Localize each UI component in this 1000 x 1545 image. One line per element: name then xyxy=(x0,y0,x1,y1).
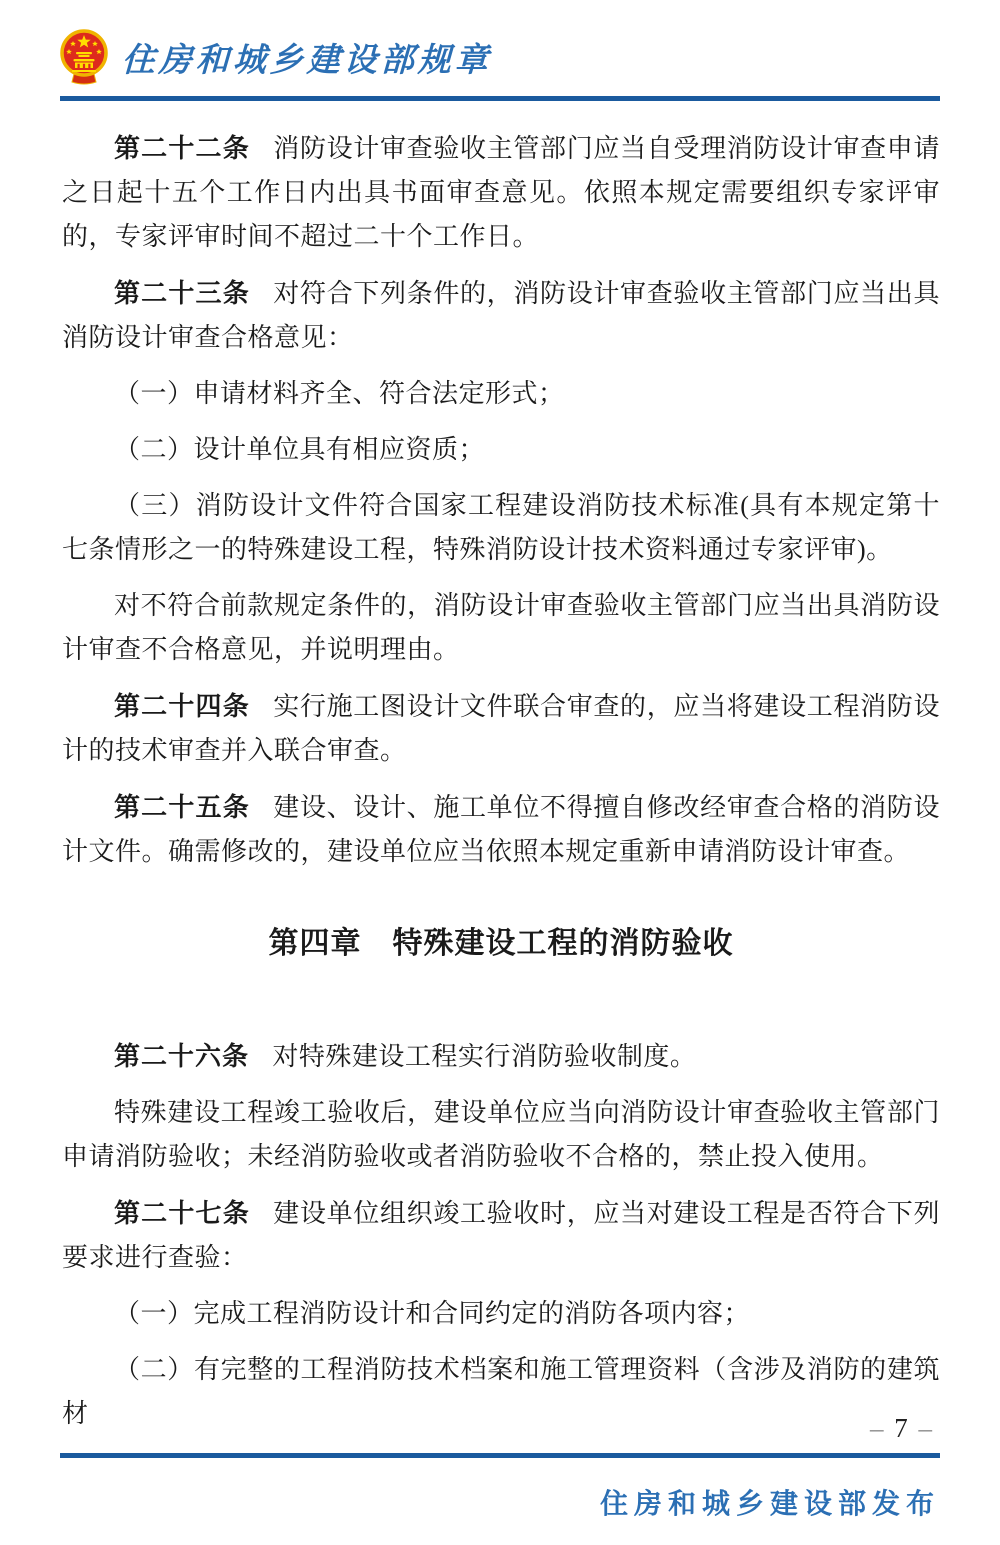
article-paragraph xyxy=(62,785,940,874)
chapter-heading: 第四章 特殊建设工程的消防验收 xyxy=(268,927,734,960)
article-paragraph xyxy=(62,584,940,672)
paragraph-text: （一）申请材料齐全、符合法定形式； xyxy=(114,379,565,408)
paragraph-text: （二）设计单位具有相应资质； xyxy=(114,435,486,464)
paragraph-text: 实行施工图设计文件联合审查的，应当将建设工程消防设计的技术审查并入联合审查。 xyxy=(62,692,940,765)
article-number: 第二十二条 xyxy=(114,133,250,163)
paragraph-text: （一）完成工程消防设计和合同约定的消防各项内容； xyxy=(114,1299,751,1328)
publisher-label: 住房和城乡建设部发布 xyxy=(599,1489,940,1520)
header-title: 住房和城乡建设部规章 xyxy=(121,42,493,79)
article-paragraph xyxy=(62,684,940,773)
article-paragraph xyxy=(62,1034,940,1079)
paragraph-text: 对特殊建设工程实行消防验收制度。 xyxy=(272,1042,697,1071)
article-paragraph xyxy=(62,372,940,416)
paragraph-text: （三）消防设计文件符合国家工程建设消防技术标准(具有本规定第十七条情形之一的特殊建设工程，特殊消防设计技术资料通过专家评审)。 xyxy=(62,491,940,564)
article-number: 第二十六条 xyxy=(114,1041,250,1071)
paragraph-text: 建设、设计、施工单位不得擅自修改经审查合格的消防设计文件。确需修改的，建设单位应当依照本规定重新申请消防设计审查。 xyxy=(62,793,940,866)
paragraph-text: 特殊建设工程竣工验收后，建设单位应当向消防设计审查验收主管部门申请消防验收；未经消防验收或者消防验收不合格的，禁止投入使用。 xyxy=(62,1098,940,1171)
page-number xyxy=(60,1408,940,1448)
article-paragraph xyxy=(62,428,940,472)
article-paragraph xyxy=(62,1292,940,1336)
page-number-value: 7 xyxy=(894,1413,910,1443)
page-footer xyxy=(60,1408,940,1522)
article-number: 第二十四条 xyxy=(114,691,250,721)
china-national-emblem-icon xyxy=(60,28,108,86)
article-paragraph xyxy=(62,1091,940,1179)
article-paragraph xyxy=(62,126,940,259)
page-number-dash-left: – xyxy=(870,1413,886,1443)
page-number-dash-right: – xyxy=(918,1413,934,1443)
article-paragraph xyxy=(62,1191,940,1280)
article-number: 第二十五条 xyxy=(114,792,250,822)
article-number: 第二十七条 xyxy=(114,1198,250,1228)
article-paragraph xyxy=(62,271,940,360)
article-number: 第二十三条 xyxy=(114,278,250,308)
paragraph-text: 对不符合前款规定条件的，消防设计审查验收主管部门应当出具消防设计审查不合格意见，并说明理由。 xyxy=(62,591,940,664)
page-header xyxy=(60,28,940,86)
article-paragraph xyxy=(62,484,940,572)
header-divider xyxy=(60,96,940,101)
document-body xyxy=(62,114,940,1448)
paragraph-text: 建设单位组织竣工验收时，应当对建设工程是否符合下列要求进行查验： xyxy=(62,1199,940,1272)
paragraph-text: 对符合下列条件的，消防设计审查验收主管部门应当出具消防设计审查合格意见： xyxy=(62,279,940,352)
paragraph-text: （二）有完整的工程消防技术档案和施工管理资料（含涉及消防的建筑材 xyxy=(62,1355,940,1428)
paragraph-text: 消防设计审查验收主管部门应当自受理消防设计审查申请之日起十五个工作日内出具书面审查意见。依照本规定需要组织专家评审的，专家评审时间不超过二十个工作日。 xyxy=(62,134,940,251)
